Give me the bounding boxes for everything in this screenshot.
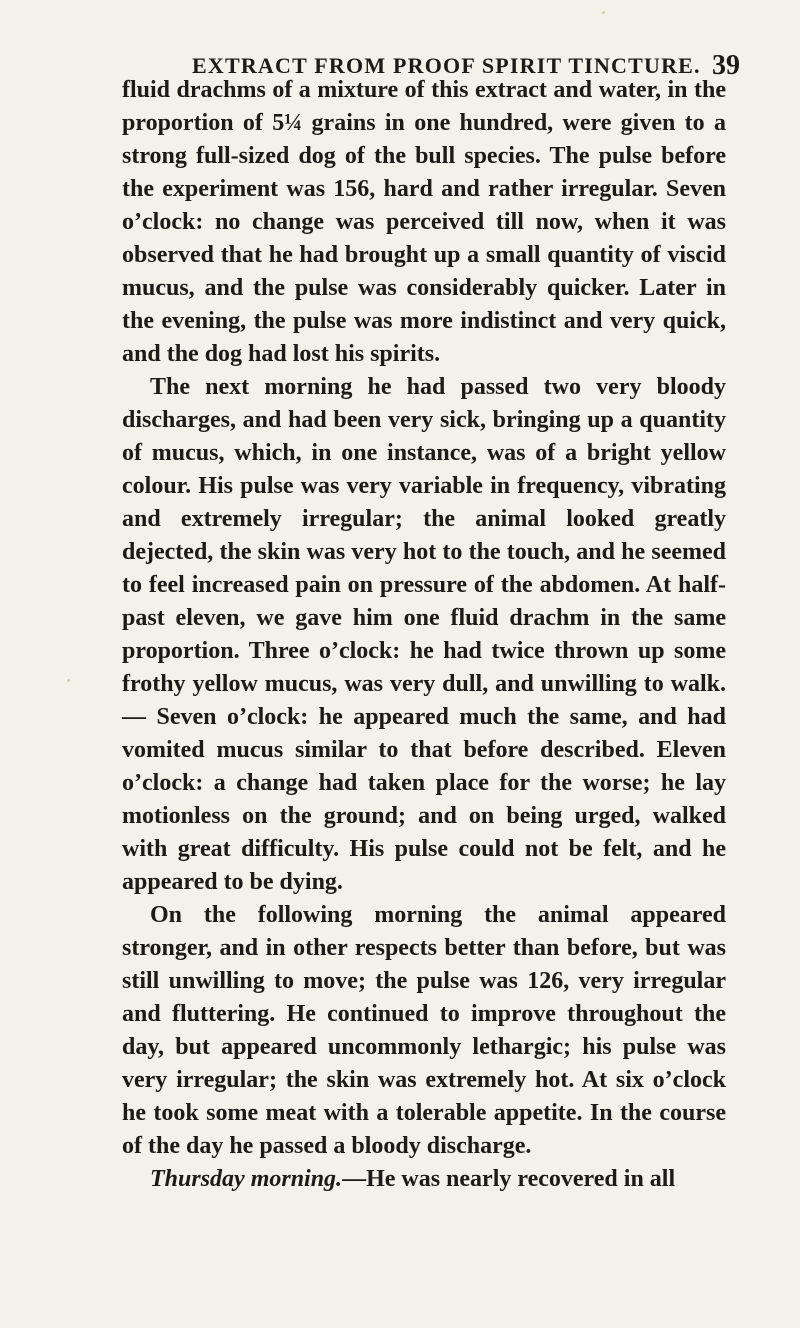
paper-speck [602,11,605,14]
paragraph-1: fluid drachms of a mixture of this extract and water, in the proportion of 5¼ grains in one hundred, were given to a strong full-sized dog of the bull species. The pulse before the experiment was 156, hard and rather irregular. Seven o’clock: no change was perceived till now, when it was observed that he had brought up a small quantity of viscid mucus, and the pulse was considerably quicker. Later in the evening, the pulse was more indistinct and very quick, and the dog had lost his spirits. [122,77,726,367]
paragraph-4 [122,1163,726,1196]
paragraph-3: On the following morning the animal appeared stronger, and in other respects better than before, but was still unwilling to move; the pulse was 126, very irregular and fluttering. He continued to improve throughout the day, but appeared uncommonly lethargic; his pulse was very irregular; the skin was extremely hot. At six o’clock he took some meat with a tolerable appetite. In the course of the day he passed a bloody discharge. [122,902,726,1159]
running-head: EXTRACT FROM PROOF SPIRIT TINCTURE. [192,53,701,78]
day-heading: Thursday morning. [150,1166,343,1192]
paper-speck [67,679,70,682]
paragraph-2: The next morning he had passed two very bloody discharges, and had been very sick, bringing up a quantity of mucus, which, in one instance, was of a bright yellow colour. His pulse was very variable in frequency, vibrating and extremely irregular; the animal looked greatly dejected, the skin was very hot to the touch, and he seemed to feel increased pain on pressure of the abdomen. At half-past eleven, we gave him one fluid drachm in the same proportion. Three o’clock: he had twice thrown up some frothy yellow mucus, was very dull, and unwilling to walk.— Seven o’clock: he appeared much the same, and had vomited mucus similar to that before described. Eleven o’clock: a change had taken place for the worse; he lay motionless on the ground; and on being urged, walked with great difficulty. His pulse could not be felt, and he appeared to be dying. [122,374,726,895]
page-number: 39 [712,50,740,81]
main-text [122,74,726,1196]
paragraph-4-text: —He was nearly recovered in all [342,1166,676,1192]
